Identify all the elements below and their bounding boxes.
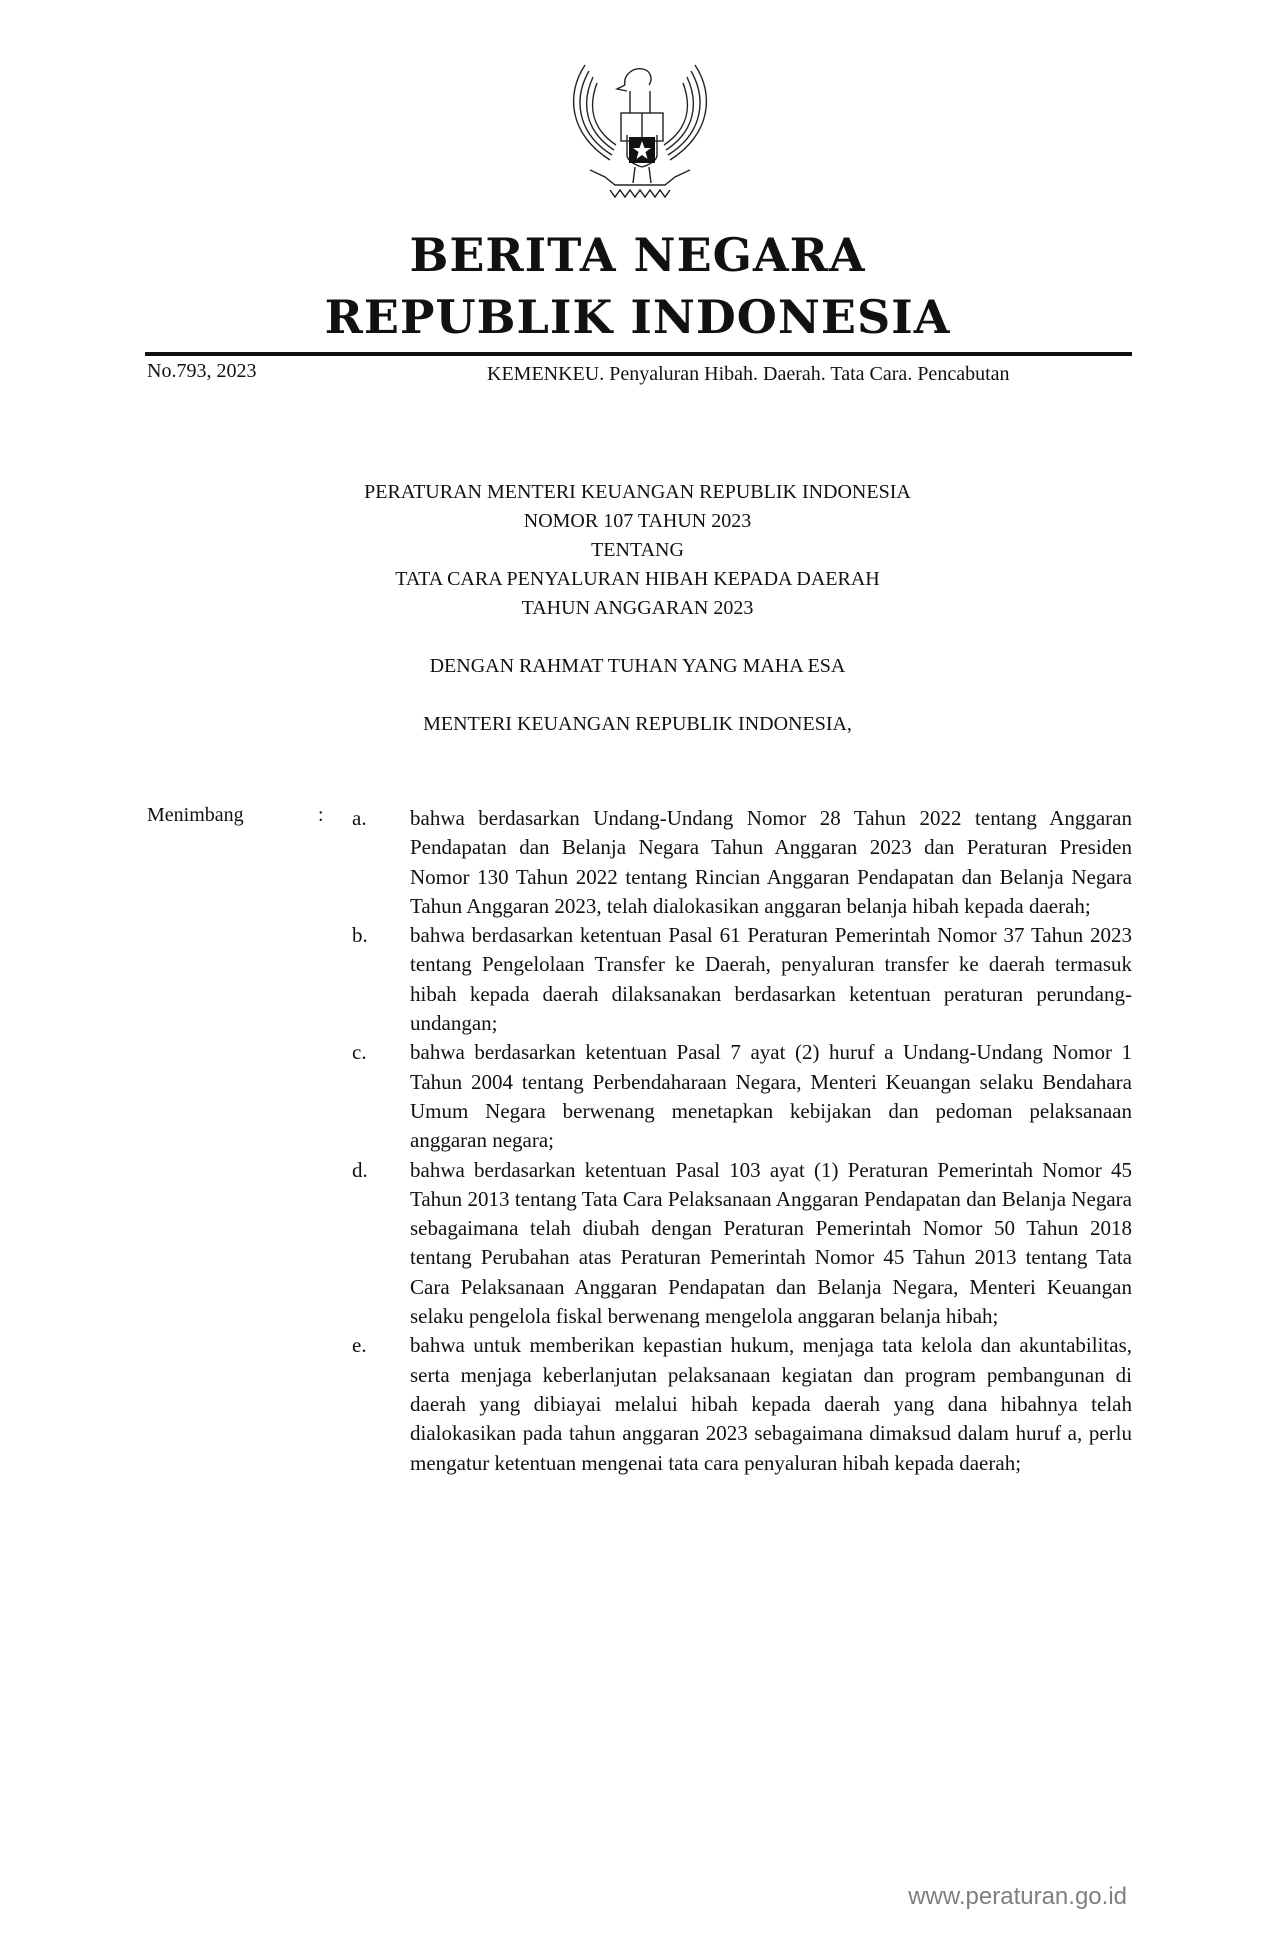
item-label: b.	[352, 923, 368, 948]
considering-list	[352, 804, 1132, 1478]
title-line: NOMOR 107 TAHUN 2023	[523, 510, 752, 532]
considering-label: Menimbang	[147, 804, 244, 826]
considering-item	[352, 1156, 1132, 1332]
item-label: a.	[352, 806, 367, 830]
item-label: c.	[352, 1040, 367, 1065]
item-text: bahwa berdasarkan ketentuan Pasal 7 ayat (2) huruf a Undang-Undang Nomor 1 Tahun 2004 tentang Perbendaharaan Negara, Menteri Keuangan selaku Bendahara Umum Negara berwenang menetapkan kebijakan dan pedoman pelaksanaan anggaran negara;	[410, 1040, 1132, 1153]
title-line: PERATURAN MENTERI KEUANGAN REPUBLIK INDONESIA	[364, 481, 911, 503]
invocation: DENGAN RAHMAT TUHAN YANG MAHA ESA	[429, 655, 846, 677]
gazette-number: No.793, 2023	[147, 360, 257, 382]
title-line: TENTANG	[591, 539, 684, 561]
considering-colon: :	[318, 804, 324, 826]
considering-item	[352, 804, 1132, 921]
item-text: bahwa berdasarkan Undang-Undang Nomor 28 Tahun 2022 tentang Anggaran Pendapatan dan Belanja Negara Tahun Anggaran 2023 dan Peraturan Presiden Nomor 130 Tahun 2022 tentang Rincian Anggaran Pendapatan dan Belanja Negara Tahun Anggaran 2023, telah dialokasikan anggaran belanja hibah kepada daerah;	[410, 806, 1132, 918]
regulation-title	[0, 478, 1275, 739]
title-line: TATA CARA PENYALURAN HIBAH KEPADA DAERAH	[395, 568, 880, 590]
item-label: d.	[352, 1157, 368, 1182]
masthead-title-line1: BERITA NEGARA	[409, 228, 866, 282]
masthead-divider	[145, 352, 1132, 356]
issuing-authority: MENTERI KEUANGAN REPUBLIK INDONESIA,	[423, 713, 852, 735]
footer-website-link[interactable]: www.peraturan.go.id	[908, 1883, 1127, 1910]
item-text: bahwa berdasarkan ketentuan Pasal 61 Peraturan Pemerintah Nomor 37 Tahun 2023 tentang Pengelolaan Transfer ke Daerah, penyaluran transfer ke daerah termasuk hibah kepada daerah dilaksanakan berdasarkan ketentuan peraturan perundang-undangan;	[410, 923, 1132, 1036]
gazette-description: KEMENKEU. Penyaluran Hibah. Daerah. Tata Cara. Pencabutan	[487, 363, 1010, 385]
garuda-emblem-icon	[555, 55, 725, 205]
considering-item	[352, 1331, 1132, 1477]
item-text: bahwa berdasarkan ketentuan Pasal 103 ayat (1) Peraturan Pemerintah Nomor 45 Tahun 2013 tentang Tata Cara Pelaksanaan Anggaran Pendapatan dan Belanja Negara sebagaimana telah diubah dengan Peraturan Pemerintah Nomor 50 Tahun 2018 tentang Perubahan atas Peraturan Pemerintah Nomor 45 Tahun 2013 tentang Tata Cara Pelaksanaan Anggaran Pendapatan dan Belanja Negara, Menteri Keuangan selaku pengelola fiskal berwenang mengelola anggaran belanja hibah;	[410, 1157, 1132, 1329]
item-label: e.	[352, 1333, 367, 1358]
masthead-title-line2: REPUBLIK INDONESIA	[324, 290, 951, 344]
considering-item	[352, 921, 1132, 1038]
item-text: bahwa untuk memberikan kepastian hukum, menjaga tata kelola dan akuntabilitas, serta menjaga keberlanjutan pelaksanaan kegiatan dan program pembangunan di daerah yang dibiayai melalui hibah kepada daerah yang dana hibahnya telah dialokasikan pada tahun anggaran 2023 sebagaimana dimaksud dalam huruf a, perlu mengatur ketentuan mengenai tata cara penyaluran hibah kepada daerah;	[410, 1333, 1132, 1475]
title-line: TAHUN ANGGARAN 2023	[521, 597, 754, 619]
considering-item	[352, 1038, 1132, 1155]
